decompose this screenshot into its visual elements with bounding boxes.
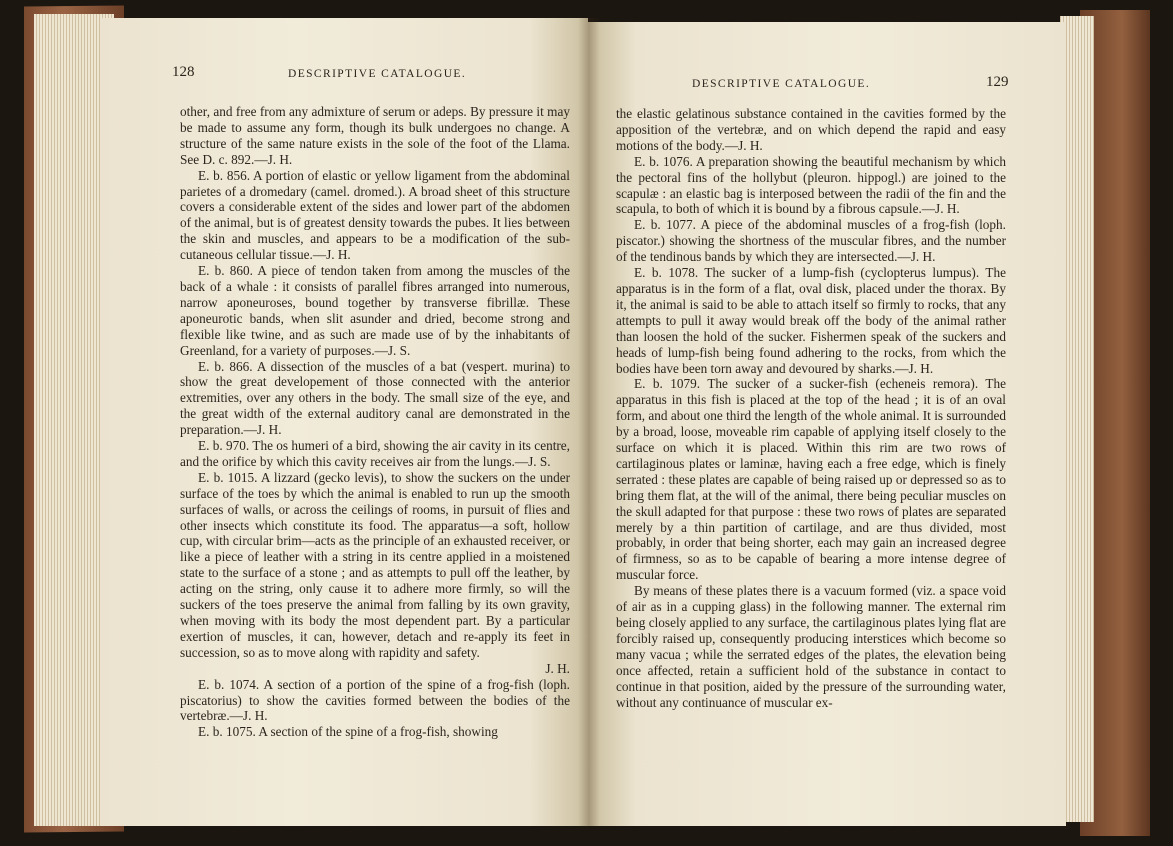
paragraph: E. b. 1015. A lizzard (gecko levis), to show the suckers on the under surface of the toes by which the animal is enabled to run up the smooth surfaces of walls, or across the ceilings of rooms, in pursuit of flies and other insects which constitute its food. The apparatus—a soft, hollow cup, with circular brim—acts as the principle of an exhausted receiver, or like a piece of leather with a string in its centre applied in a moistened state to the surface of a stone ; and as attempts to pull off the leather, by acting on the string, only cause it to adhere more firmly, so will the suckers of the toes preserve the animal from falling by its own gravity, when moving with its body the most dependent part. By a particular exertion of muscles, it can, however, detach and re-apply its feet in succession, so as to move along with rapidity and safety. xyxy=(180,469,570,660)
page-text xyxy=(180,104,570,740)
paragraph: other, and free from any admixture of serum or adeps. By pressure it may be made to assume any form, though its bulk undergoes no change. A structure of the same nature exists in the sole of the foot of the Llama. See D. c. 892.—J. H. xyxy=(180,104,570,167)
left-page xyxy=(100,18,588,826)
paragraph: E. b. 1078. The sucker of a lump-fish (cyclopterus lumpus). The apparatus is in the form of a flat, oval disk, placed under the thorax. By it, the animal is said to be able to attach itself so firmly to rocks, that any attempts to pull it away would break off the body of the animal rather than loosen the hold of the sucker. Fishermen speak of the suckers and heads of lump-fish being found adhering to the rocks, from which the bodies have been torn away and devoured by sharks.—J. H. xyxy=(616,265,1006,376)
paragraph: E. b. 970. The os humeri of a bird, showing the air cavity in its centre, and the orifice by which this cavity receives air from the lungs.—J. S. xyxy=(180,438,570,469)
paragraph: E. b. 856. A portion of elastic or yellow ligament from the abdominal parietes of a dromedary (camel. dromed.). A broad sheet of this structure covers a considerable extent of the sides and lower part of the abdomen of the animal, but is of greatest density towards the pubes. It lies between the skin and muscles, and appears to be a modification of the sub-cutaneous cellular tissue.—J. H. xyxy=(180,167,570,263)
page-text xyxy=(616,106,1006,710)
paragraph: E. b. 1077. A piece of the abdominal muscles of a frog-fish (loph. piscator.) showing the shortness of the muscular fibres, and the number of the tendinous bands by which they are intersected.—J. H. xyxy=(616,217,1006,265)
paragraph: E. b. 866. A dissection of the muscles of a bat (vespert. murina) to show the great developement of those connected with the anterior extremities, over any others in the body. The small size of the eye, and the great width of the external auditory canal are demonstrated in the preparation.—J. H. xyxy=(180,358,570,438)
paragraph: E. b. 1075. A section of the spine of a frog-fish, showing xyxy=(198,724,498,740)
signature: J. H. xyxy=(545,660,570,676)
paragraph: E. b. 1074. A section of a portion of the spine of a frog-fish (loph. piscatorius) to show the cavities formed between the bodies of the vertebræ.—J. H. xyxy=(180,676,570,724)
paragraph: E. b. 860. A piece of tendon taken from among the muscles of the back of a whale : it consists of parallel fibres arranged into numerous, narrow aponeuroses, bound together by transverse fibrillæ. These aponeurotic bands, when slit asunder and dried, become strong and flexible like twine, and as such are made use of by the inhabitants of Greenland, for a variety of purposes.—J. S. xyxy=(180,263,570,358)
paragraph: E. b. 1079. The sucker of a sucker-fish (echeneis remora). The apparatus in this fish is placed at the top of the head ; it is of an oval form, and about one third the length of the whole animal. It is surrounded by a broad, loose, moveable rim capable of applying itself closely to the surface on which it is placed. Within this rim are two rows of cartilaginous plates or laminæ, having each a free edge, which is finely serrated : these plates are capable of being raised up or depressed so as to bring them flat, at the will of the animal, there being peculiar muscles on the skull adapted for that purpose : these two rows of plates are separated merely by a thin partition of cartilage, and are thus divided, most probably, in order that being shorter, each may gain an increased degree of firmness, so as to be capable of bearing a more intense degree of muscular force. xyxy=(616,376,1006,583)
page-number: 129 xyxy=(986,74,1009,90)
running-head: DESCRIPTIVE CATALOGUE. xyxy=(288,68,467,80)
paragraph: the elastic gelatinous substance contained in the cavities formed by the apposition of the vertebræ, and on which depend the rapid and easy motions of the body.—J. H. xyxy=(616,106,1006,153)
book-gutter xyxy=(578,18,600,826)
page-number: 128 xyxy=(172,64,195,80)
right-page xyxy=(588,22,1066,826)
paragraph: E. b. 1076. A preparation showing the beautiful mechanism by which the pectoral fins of the hollybut (pleuron. hippogl.) are joined to the scapulæ : an elastic bag is interposed between the radii of the fin and the scapula, to both of which it is bound by a fibrous capsule.—J. H. xyxy=(616,153,1006,217)
paragraph: By means of these plates there is a vacuum formed (viz. a space void of air as in a cupping glass) in the following manner. The external rim being closely applied to any surface, the cartilaginous plates lying flat are forcibly raised up, consequently producing interstices which become so many vacua ; while the serrated edges of the plates, the elevation being once affected, retain a sufficient hold of the substance in contact to continue in that position, aided by the pressure of the surrounding water, without any continuance of muscular ex- xyxy=(616,583,1007,710)
running-head: DESCRIPTIVE CATALOGUE. xyxy=(692,78,871,90)
